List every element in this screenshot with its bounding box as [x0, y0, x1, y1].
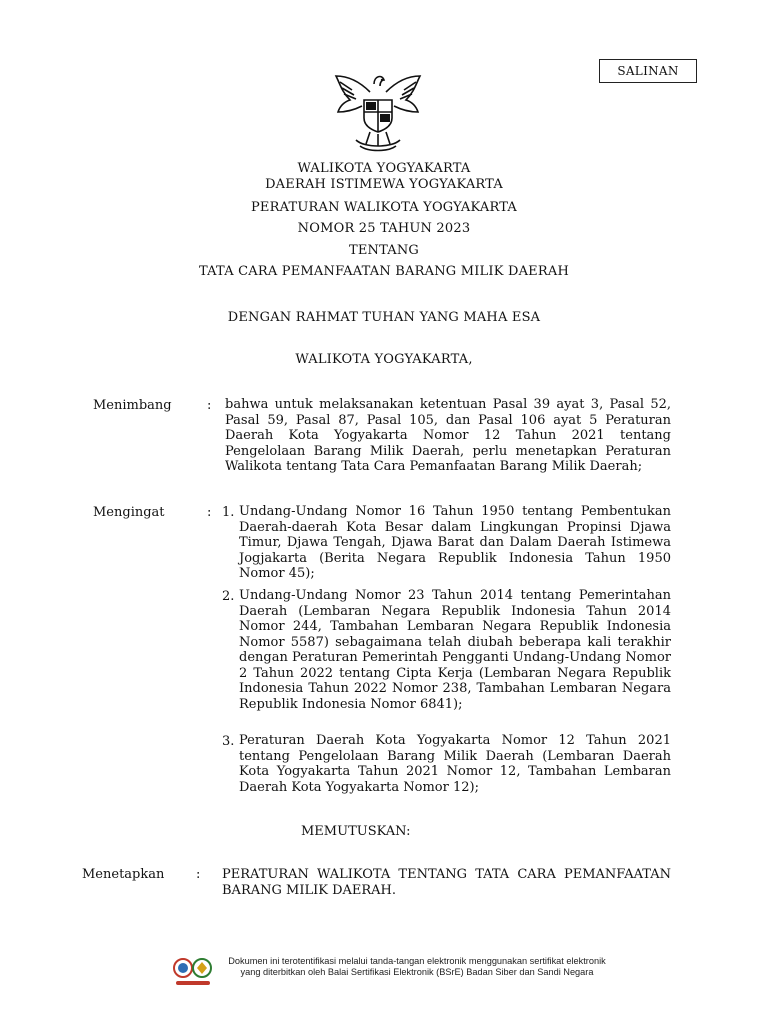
heading-invocation: DENGAN RAHMAT TUHAN YANG MAHA ESA [227, 310, 541, 325]
mengingat-item-1-number: 1. [222, 505, 235, 520]
mengingat-colon: : [207, 505, 212, 520]
menetapkan-text: PERATURAN WALIKOTA TENTANG TATA CARA PEMANFAATAN BARANG MILIK DAERAH. [222, 867, 671, 898]
mengingat-item-2-text: Undang-Undang Nomor 23 Tahun 2014 tentang Pemerintahan Daerah (Lembaran Negara Republik Indonesia Tahun 2014 Nomor 244, Tambahan Lembaran Negara Republik Indonesia Nomor 5587) sebagaimana telah diubah beberapa kali terakhir dengan Peraturan Pemerintah Pengganti Undang-Undang Nomor 2 Tahun 2022 tentang Cipta Kerja (Lembaran Negara Republik Indonesia Tahun 2022 Nomor 238, Tambahan Lembaran Negara Republik Indonesia Nomor 6841); [239, 588, 671, 712]
heading-regulation-title: TATA CARA PEMANFAATAN BARANG MILIK DAERAH [199, 264, 569, 279]
e-signature-notice-line-1: Dokumen ini terotentifikasi melalui tanda-tangan elektronik menggunakan sertifikat elektronik [228, 956, 606, 966]
heading-regulation-type: PERATURAN WALIKOTA YOGYAKARTA [250, 200, 518, 215]
heading-regulation-number: NOMOR 25 TAHUN 2023 [297, 221, 471, 236]
mengingat-item-1-text: Undang-Undang Nomor 16 Tahun 1950 tentang Pembentukan Daerah-daerah Kota Besar dalam Lingkungan Propinsi Djawa Timur, Djawa Tengah, Djawa Barat dan Dalam Daerah Istimewa Jogjakarta (Berita Negara Republik Indonesia Tahun 1950 Nomor 45); [239, 504, 671, 581]
mengingat-item-3-number: 3. [222, 734, 235, 749]
bsre-seal-icon [172, 953, 214, 989]
menimbang-label: Menimbang [93, 398, 172, 413]
salinan-stamp: SALINAN [599, 59, 697, 83]
e-signature-notice [222, 956, 612, 978]
memutuskan-heading: MEMUTUSKAN: [301, 824, 411, 839]
garuda-emblem-icon [330, 62, 426, 154]
heading-walikota: WALIKOTA YOGYAKARTA [297, 161, 471, 176]
menimbang-colon: : [207, 398, 212, 413]
e-signature-notice-line-2: yang diterbitkan oleh Balai Sertifikasi Elektronik (BSrE) Badan Siber dan Sandi Negara [240, 967, 594, 977]
menetapkan-colon: : [196, 867, 201, 882]
mengingat-item-3-text: Peraturan Daerah Kota Yogyakarta Nomor 12 Tahun 2021 tentang Pengelolaan Barang Milik Daerah (Lembaran Daerah Kota Yogyakarta Tahun 2021 Nomor 12, Tambahan Lembaran Daerah Kota Yogyakarta Nomor 12); [239, 733, 671, 795]
heading-issuer: WALIKOTA YOGYAKARTA, [295, 352, 473, 367]
mengingat-item-2-number: 2. [222, 589, 235, 604]
heading-tentang: TENTANG [348, 243, 420, 258]
mengingat-label: Mengingat [93, 505, 165, 520]
heading-region: DAERAH ISTIMEWA YOGYAKARTA [265, 177, 503, 192]
menimbang-text: bahwa untuk melaksanakan ketentuan Pasal 39 ayat 3, Pasal 52, Pasal 59, Pasal 87, Pasal 105, dan Pasal 106 ayat 5 Peraturan Daerah Kota Yogyakarta Nomor 12 Tahun 2021 tentang Pengelolaan Barang Milik Daerah, perlu menetapkan Peraturan Walikota tentang Tata Cara Pemanfaatan Barang Milik Daerah; [225, 397, 671, 474]
menetapkan-label: Menetapkan [82, 867, 165, 882]
